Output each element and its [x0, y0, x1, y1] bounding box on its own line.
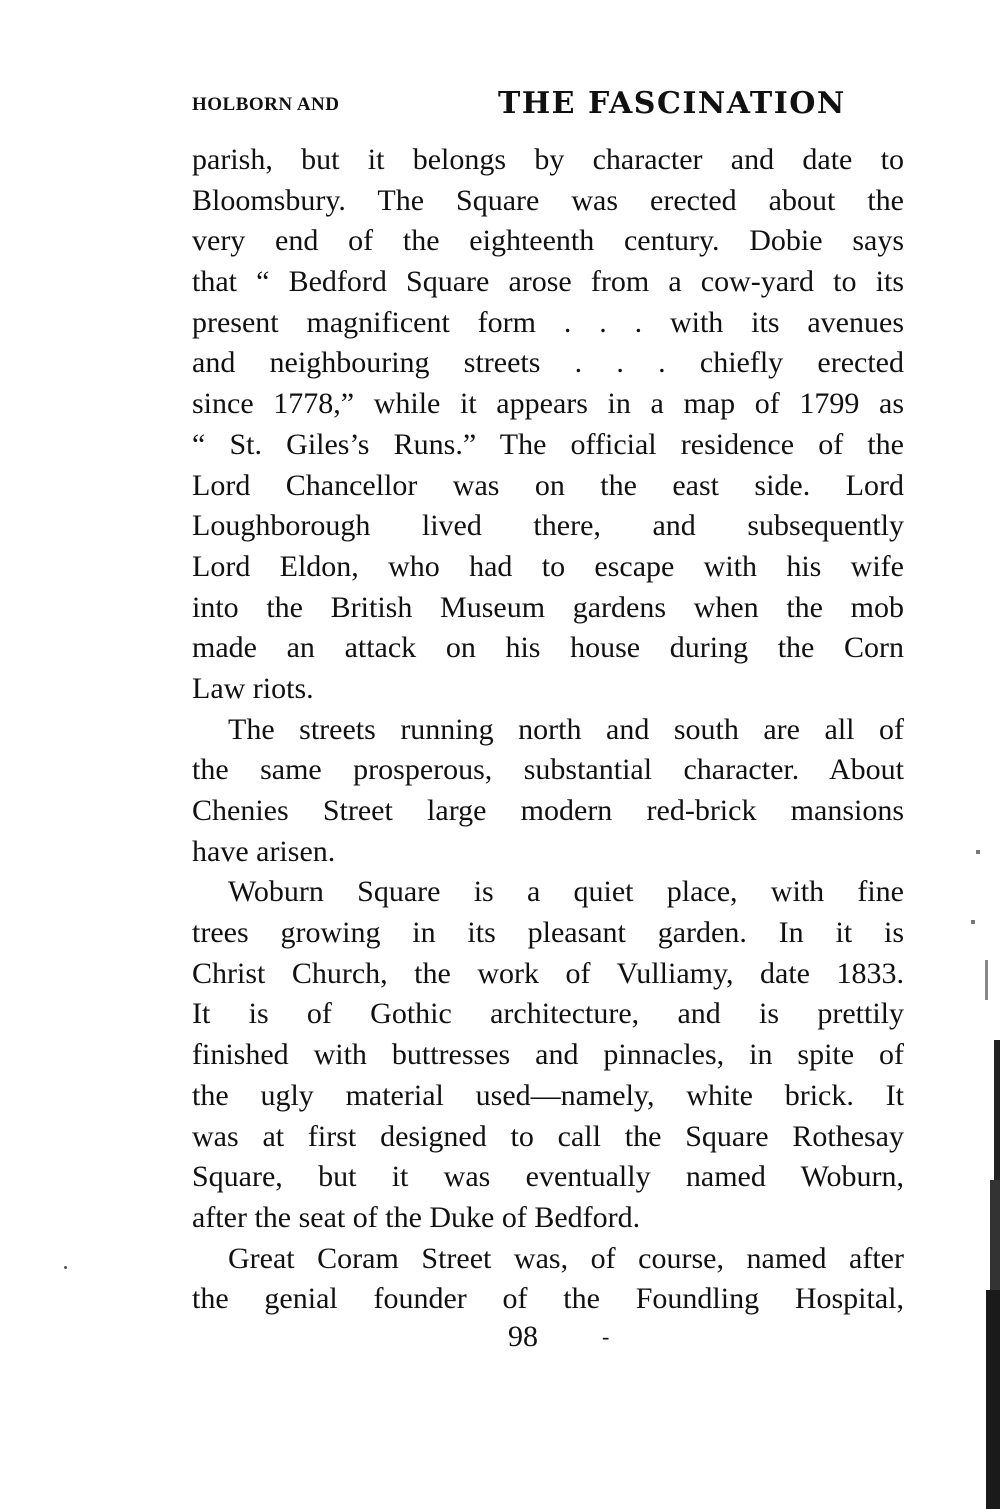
- text-line: Square, but it was eventually named Woburn,: [192, 1160, 904, 1194]
- text-line: Loughborough lived there, and subsequently: [192, 509, 904, 543]
- text-line: made an attack on his house during the Corn: [192, 631, 904, 665]
- text-line: Bloomsbury. The Square was erected about the: [192, 183, 904, 217]
- text-line: the ugly material used—namely, white brick. It: [192, 1078, 904, 1112]
- body-text: [192, 140, 904, 1320]
- text-line: “ St. Giles’s Runs.” The official residence of the: [192, 427, 904, 461]
- text-line: The streets running north and south are all of: [228, 712, 904, 746]
- text-line: and neighbouring streets . . . chiefly erected: [192, 346, 904, 380]
- text-line: Chenies Street large modern red-brick mansions: [192, 794, 904, 827]
- text-line: the same prosperous, substantial character. About: [192, 753, 904, 787]
- text-line: Christ Church, the work of Vulliamy, date 1833.: [192, 956, 904, 990]
- text-line: parish, but it belongs by character and date to: [192, 143, 904, 176]
- binding-edge-shadow: [970, 0, 1000, 1509]
- running-head-left: HOLBORN AND: [192, 94, 340, 115]
- text-line: have arisen.: [192, 834, 336, 868]
- text-line: present magnificent form . . . with its avenues: [192, 305, 904, 339]
- text-line: Lord Chancellor was on the east side. Lord: [192, 468, 904, 502]
- text-line: finished with buttresses and pinnacles, in spite of: [192, 1038, 904, 1072]
- text-line: Lord Eldon, who had to escape with his wife: [192, 549, 904, 583]
- stray-mark: -: [602, 1324, 610, 1349]
- text-line: into the British Museum gardens when the mob: [192, 590, 904, 624]
- page-number: 98: [508, 1320, 538, 1353]
- text-line: Law riots.: [192, 671, 314, 705]
- text-line: trees growing in its pleasant garden. In it is: [192, 916, 904, 950]
- text-line: Great Coram Street was, of course, named after: [228, 1241, 904, 1275]
- text-line: since 1778,” while it appears in a map of 1799 as: [192, 387, 904, 421]
- text-line: that “ Bedford Square arose from a cow-yard to its: [192, 265, 904, 299]
- scan-speck: [64, 1266, 67, 1269]
- text-line: was at first designed to call the Square Rothesay: [192, 1119, 904, 1153]
- text-line: Woburn Square is a quiet place, with fine: [228, 875, 904, 909]
- text-line: after the seat of the Duke of Bedford.: [192, 1200, 641, 1234]
- text-line: It is of Gothic architecture, and is prettily: [192, 997, 904, 1031]
- text-line: the genial founder of the Foundling Hospital,: [192, 1282, 904, 1316]
- running-head-title: THE FASCINATION: [498, 86, 846, 121]
- text-line: very end of the eighteenth century. Dobie says: [192, 224, 904, 258]
- running-head: [192, 86, 904, 122]
